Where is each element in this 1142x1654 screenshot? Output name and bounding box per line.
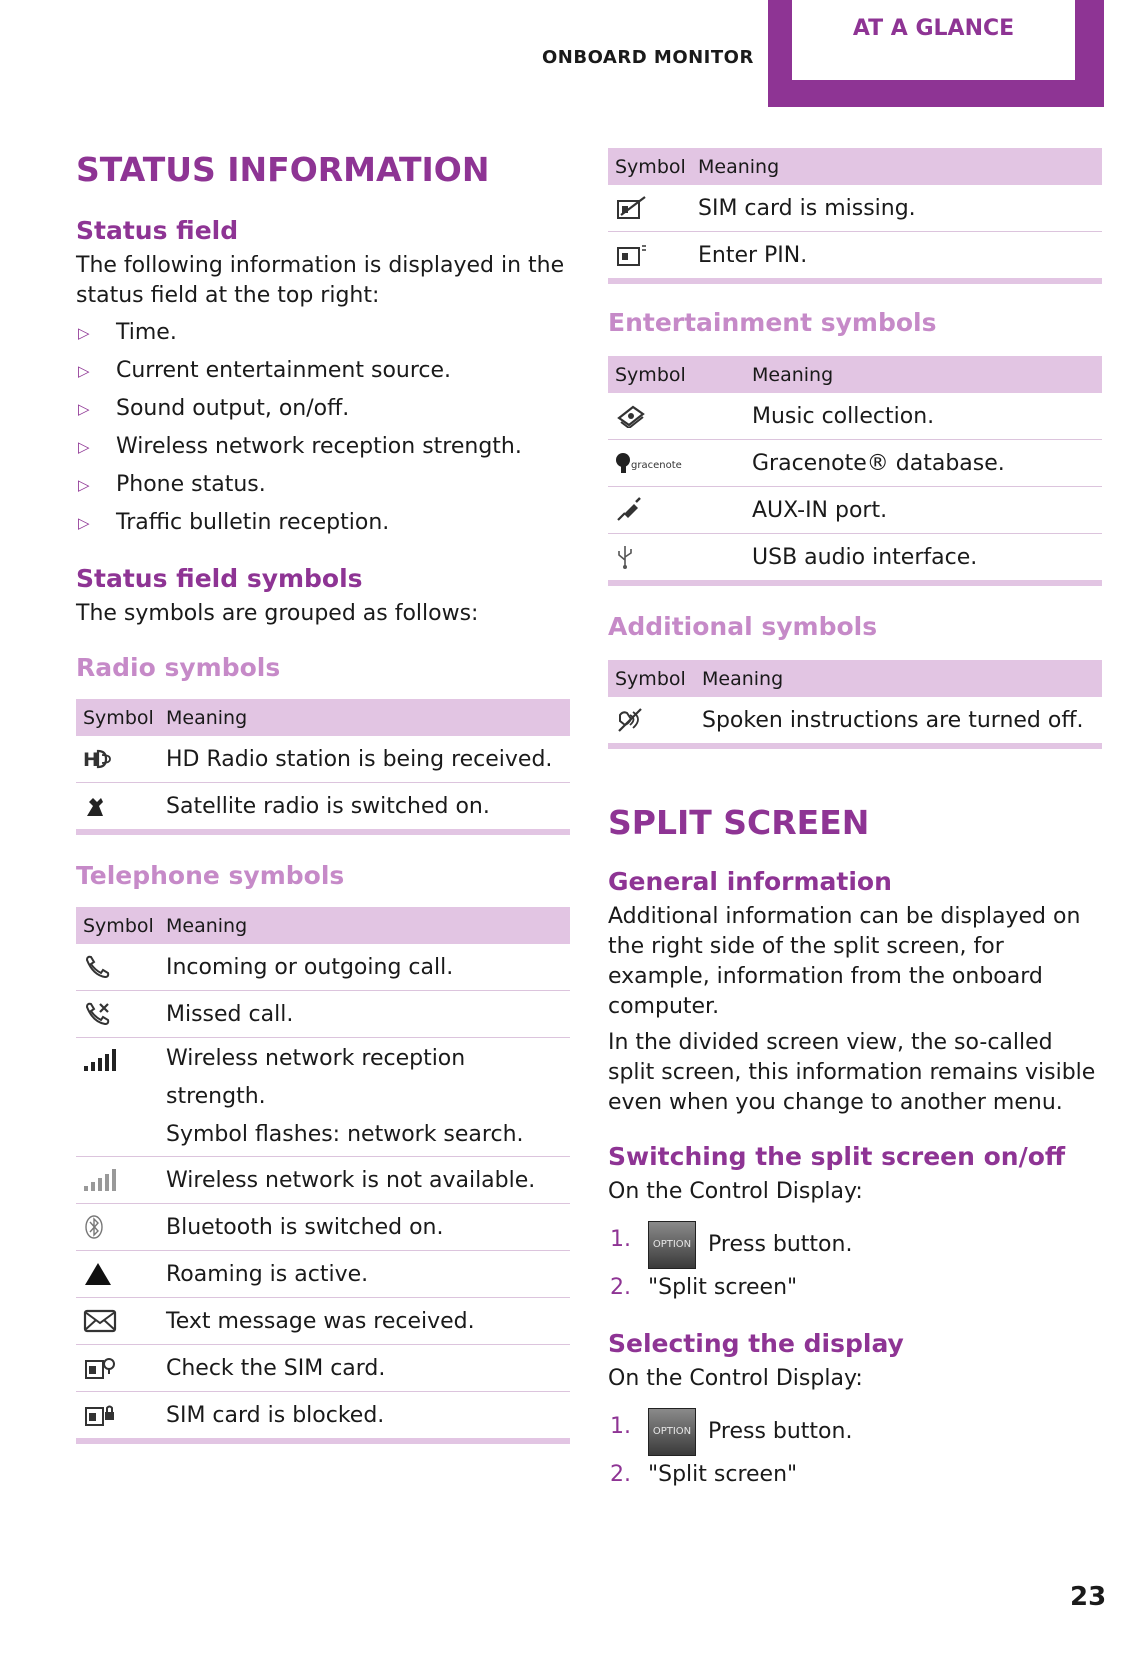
general-info-p1: Additional information can be displayed on the right side of the split screen, for example, information from the onboard computer. [608,904,1081,1019]
sim-missing-icon [615,195,649,221]
svg-text:H: H [83,749,99,771]
table-header-row [608,148,1102,185]
col-symbol-header: Symbol [608,356,745,393]
left-column [76,150,570,1444]
sim-blocked-icon [83,1402,117,1428]
signal-strength-icon [83,1048,117,1072]
list-item: ▷ Phone status. [76,466,570,504]
table-row [76,1038,570,1157]
selecting-steps [608,1408,1102,1494]
general-info-heading: General information [608,867,892,896]
col-meaning-header: Meaning [745,356,1102,393]
col-meaning-header: Meaning [159,699,570,736]
list-item: ▷ Time. [76,314,570,352]
radio-symbols-table [76,699,570,835]
radio-symbols-heading: Radio symbols [76,653,281,682]
bullet-icon: ▷ [78,438,90,456]
meaning-cell: Spoken instructions are turned off. [702,707,1084,733]
table-row [608,440,1102,487]
entertainment-symbols-heading: Entertainment symbols [608,308,937,337]
meaning-cell: Wireless network reception strength. [166,1046,466,1109]
right-column [608,148,1102,1494]
meaning-cell: Enter PIN. [691,232,1102,282]
meaning-cell: Gracenote® database. [745,440,1102,487]
meaning-cell: SIM card is blocked. [159,1392,570,1442]
col-symbol-header: Symbol [76,699,159,736]
table-row [608,232,1102,282]
col-symbol-header: Symbol [608,148,691,185]
no-network-icon [83,1168,117,1192]
table-row [76,1392,570,1442]
table-row [76,1204,570,1251]
missed-call-icon [83,1001,113,1027]
table-header-row [76,699,570,736]
meaning-note: Symbol flashes: network search. [166,1122,524,1147]
table-row [76,736,570,783]
col-symbol-header: Symbol [608,660,695,697]
meaning-cell: Incoming or outgoing call. [166,954,454,980]
aux-in-icon [615,497,643,523]
satellite-radio-icon [83,794,107,818]
chapter-tab-label: AT A GLANCE [792,0,1075,80]
step-item: 1. OPTION Press button. [608,1221,1102,1269]
list-item: ▷ Traffic bulletin reception. [76,504,570,542]
additional-symbols-heading: Additional symbols [608,612,878,641]
table-row [76,944,570,991]
voice-off-icon [615,707,645,733]
table-row [608,534,1102,584]
table-header-row [608,660,1102,697]
table-row [76,1298,570,1345]
meaning-cell: Roaming is active. [159,1251,570,1298]
table-row [76,991,570,1038]
envelope-icon [83,1308,117,1334]
option-button-icon: OPTION [648,1408,696,1456]
step-item: 2. "Split screen" [610,1275,798,1300]
gracenote-logo-text: gracenote [631,460,682,471]
table-row [76,1251,570,1298]
gracenote-logo [615,450,695,476]
bullet-icon: ▷ [78,514,90,532]
bullet-icon: ▷ [78,362,90,380]
hd-radio-icon [83,747,113,771]
status-info-title: STATUS INFORMATION [76,150,490,189]
general-info-p2: In the divided screen view, the so-called split screen, this information remains visible even when you change to another menu. [608,1030,1096,1115]
meaning-cell: Music collection. [752,403,935,429]
col-symbol-header: Symbol [76,907,159,944]
switching-steps [608,1221,1102,1307]
bluetooth-icon [83,1214,105,1240]
bullet-icon: ▷ [78,400,90,418]
music-collection-icon [615,404,647,428]
meaning-cell: Missed call. [159,991,570,1038]
option-button-icon: OPTION [648,1221,696,1269]
roaming-icon [83,1261,113,1287]
telephone-symbols-heading: Telephone symbols [76,861,345,890]
switching-intro: On the Control Display: [608,1179,863,1204]
additional-symbols-table [608,660,1102,749]
split-screen-title: SPLIT SCREEN [608,803,870,842]
meaning-cell: SIM card is missing. [698,195,916,221]
table-row [608,487,1102,534]
meaning-cell: Text message was received. [159,1298,570,1345]
meaning-cell: Bluetooth is switched on. [159,1204,570,1251]
table-header-row [76,907,570,944]
meaning-cell: Check the SIM card. [159,1345,570,1392]
status-symbols-heading: Status field symbols [76,564,363,593]
selecting-intro: On the Control Display: [608,1366,863,1391]
meaning-cell: Wireless network is not available. [159,1157,570,1204]
telephone-symbols-table [76,907,570,1444]
status-field-heading: Status field [76,216,239,245]
status-symbols-intro: The symbols are grouped as follows: [76,601,479,626]
sim-symbols-table [608,148,1102,284]
meaning-cell: USB audio interface. [745,534,1102,584]
list-item: ▷ Current entertainment source. [76,352,570,390]
table-row [76,1157,570,1204]
step-item: 1. OPTION Press button. [608,1408,1102,1456]
selecting-heading: Selecting the display [608,1329,904,1358]
entertainment-symbols-table [608,356,1102,586]
status-field-intro: The following information is displayed in the status field at the top right: [76,253,565,308]
table-row [76,1345,570,1392]
table-row [76,783,570,833]
usb-icon [615,544,635,570]
table-header-row [608,356,1102,393]
switching-heading: Switching the split screen on/off [608,1142,1066,1171]
chapter-tab [768,0,1104,107]
page-number: 23 [1070,1582,1107,1612]
col-meaning-header: Meaning [159,907,570,944]
status-field-list [76,314,570,542]
bullet-icon: ▷ [78,476,90,494]
meaning-cell: Satellite radio is switched on. [159,783,570,833]
list-item: ▷ Wireless network reception strength. [76,428,570,466]
section-title: ONBOARD MONITOR [542,47,754,68]
meaning-cell: AUX-IN port. [745,487,1102,534]
step-item: 2. "Split screen" [610,1462,798,1487]
table-row [608,185,1102,232]
meaning-cell: HD Radio station is being received. [166,746,553,772]
enter-pin-icon [615,242,649,268]
table-row [608,393,1102,440]
col-meaning-header: Meaning [695,660,1102,697]
col-meaning-header: Meaning [691,148,1102,185]
phone-call-icon [83,954,113,980]
table-row [608,697,1102,746]
list-item: ▷ Sound output, on/off. [76,390,570,428]
bullet-icon: ▷ [78,324,90,342]
sim-check-icon [83,1355,117,1381]
